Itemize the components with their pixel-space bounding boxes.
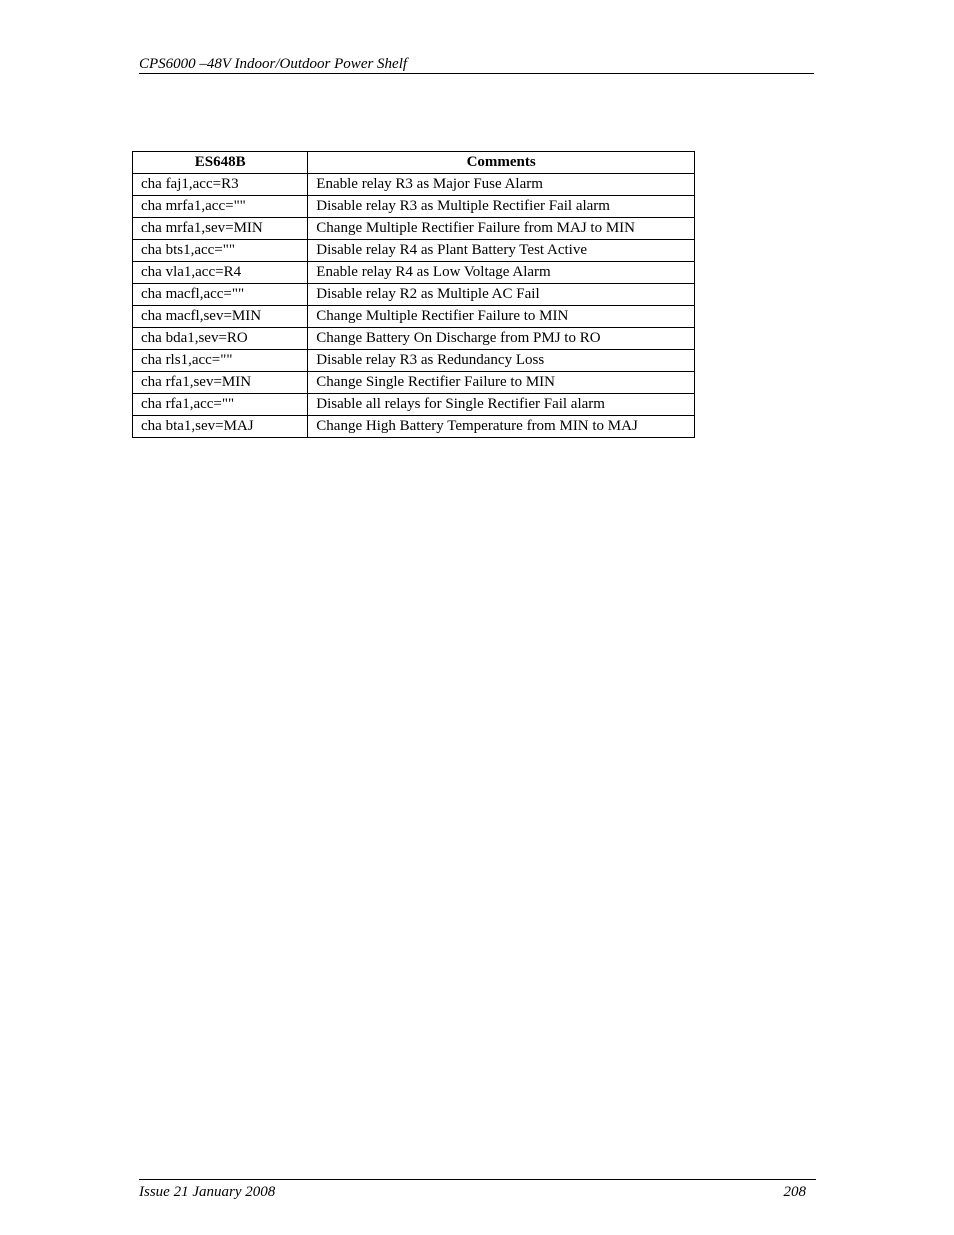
page-number: 208 [783, 1184, 806, 1200]
table-row [133, 306, 695, 328]
command-cell: cha bts1,acc="" [133, 240, 308, 262]
table-row [133, 372, 695, 394]
column-header-comments: Comments [308, 152, 695, 174]
table-row [133, 284, 695, 306]
table-row [133, 218, 695, 240]
comment-cell: Disable relay R4 as Plant Battery Test Active [308, 240, 695, 262]
comment-cell: Change Multiple Rectifier Failure from MAJ to MIN [308, 218, 695, 240]
comment-cell: Enable relay R4 as Low Voltage Alarm [308, 262, 695, 284]
table-row [133, 416, 695, 438]
table-row [133, 350, 695, 372]
table-row [133, 328, 695, 350]
table-row [133, 174, 695, 196]
table-header-row [133, 152, 695, 174]
command-cell: cha vla1,acc=R4 [133, 262, 308, 284]
command-cell: cha rfa1,acc="" [133, 394, 308, 416]
comment-cell: Disable relay R2 as Multiple AC Fail [308, 284, 695, 306]
comment-cell: Change Battery On Discharge from PMJ to RO [308, 328, 695, 350]
comment-cell: Enable relay R3 as Major Fuse Alarm [308, 174, 695, 196]
command-cell: cha bda1,sev=RO [133, 328, 308, 350]
command-cell: cha faj1,acc=R3 [133, 174, 308, 196]
comment-cell: Disable all relays for Single Rectifier Fail alarm [308, 394, 695, 416]
comment-cell: Change High Battery Temperature from MIN to MAJ [308, 416, 695, 438]
page-footer [139, 1179, 816, 1202]
command-cell: cha mrfa1,sev=MIN [133, 218, 308, 240]
table-row [133, 394, 695, 416]
command-cell: cha mrfa1,acc="" [133, 196, 308, 218]
command-cell: cha rls1,acc="" [133, 350, 308, 372]
command-cell: cha macfl,sev=MIN [133, 306, 308, 328]
column-header-es648b: ES648B [133, 152, 308, 174]
command-cell: cha macfl,acc="" [133, 284, 308, 306]
comment-cell: Change Multiple Rectifier Failure to MIN [308, 306, 695, 328]
table-row [133, 240, 695, 262]
command-table [132, 151, 695, 438]
table-row [133, 262, 695, 284]
comment-cell: Disable relay R3 as Multiple Rectifier Fail alarm [308, 196, 695, 218]
command-cell: cha bta1,sev=MAJ [133, 416, 308, 438]
page-header [139, 56, 814, 74]
document-title: CPS6000 –48V Indoor/Outdoor Power Shelf [139, 56, 408, 72]
comment-cell: Change Single Rectifier Failure to MIN [308, 372, 695, 394]
comment-cell: Disable relay R3 as Redundancy Loss [308, 350, 695, 372]
command-cell: cha rfa1,sev=MIN [133, 372, 308, 394]
issue-date: Issue 21 January 2008 [139, 1184, 276, 1200]
table-row [133, 196, 695, 218]
